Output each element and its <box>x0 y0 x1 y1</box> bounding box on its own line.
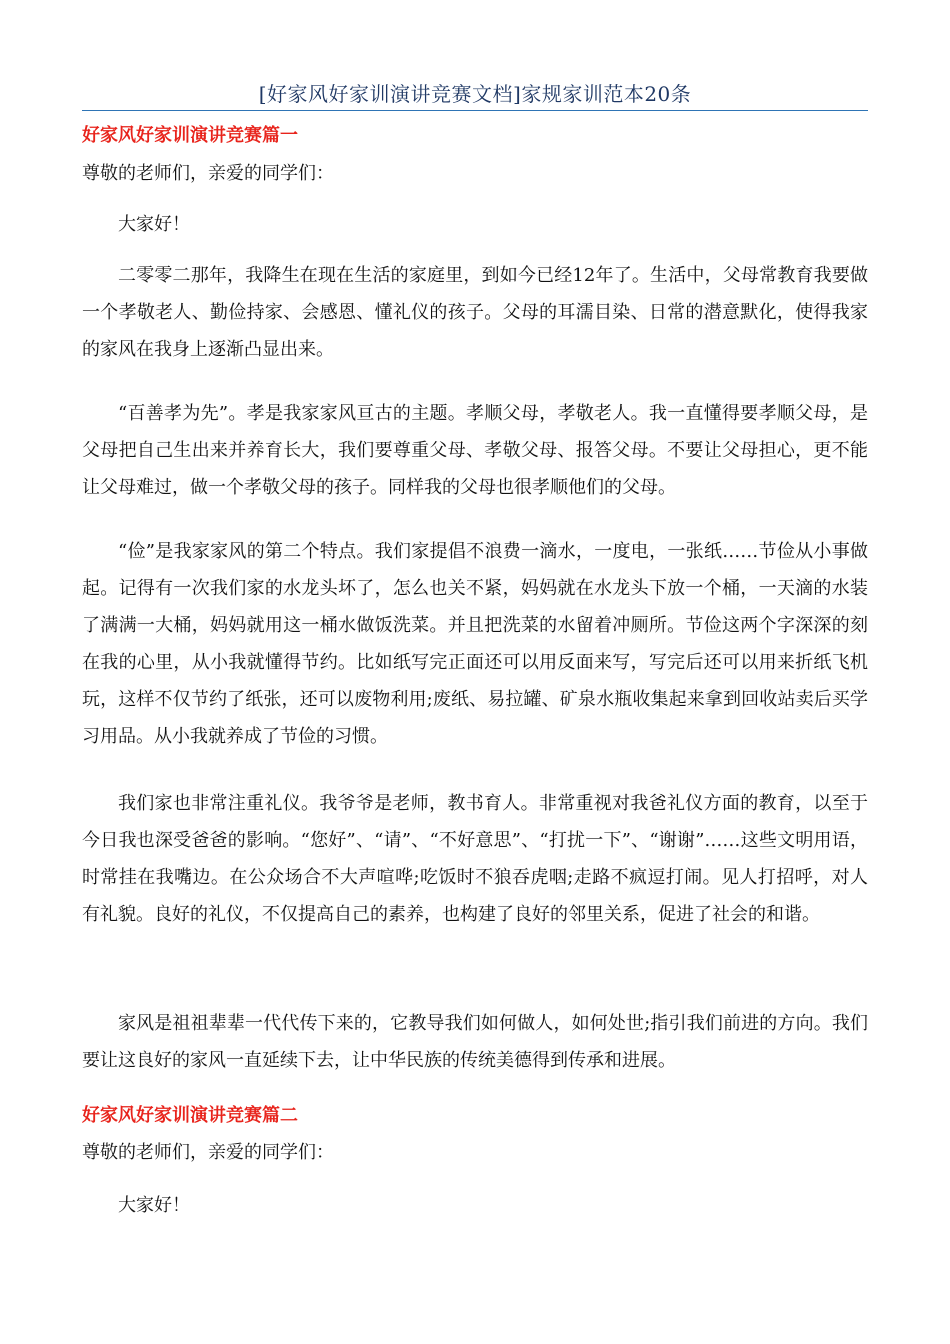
greeting-1: 大家好！ <box>118 214 190 235</box>
greeting-2: 大家好！ <box>118 1195 190 1216</box>
header-divider <box>82 110 868 111</box>
paragraph-3: “俭”是我家家风的第二个特点。我们家提倡不浪费一滴水，一度电，一张纸……节俭从小事做起。记得有一次我们家的水龙头坏了，怎么也关不紧，妈妈就在水龙头下放一个桶，一天滴的水装了满满一大桶，妈妈就用这一桶水做饭洗菜。并且把洗菜的水留着冲厕所。节俭这两个字深深的刻在我的心里，从小我就懂得节约。比如纸写完正面还可以用反面来写，写完后还可以用来折纸飞机玩，这样不仅节约了纸张，还可以废物利用;废纸、易拉罐、矿泉水瓶收集起来拿到回收站卖后买学习用品。从小我就养成了节俭的习惯。 <box>82 541 868 747</box>
paragraph-2: “百善孝为先”。孝是我家家风亘古的主题。孝顺父母，孝敬老人。我一直懂得要孝顺父母，是父母把自己生出来并养育长大，我们要尊重父母、孝敬父母、报答父母。不要让父母担心，更不能让父母难过，做一个孝敬父母的孩子。同样我的父母也很孝顺他们的父母。 <box>82 403 868 498</box>
section-title-1: 好家风好家训演讲竞赛篇一 <box>82 125 298 146</box>
salutation-1: 尊敬的老师们，亲爱的同学们： <box>82 163 334 184</box>
paragraph-1: 二零零二那年，我降生在现在生活的家庭里，到如今已经12年了。生活中，父母常教育我要做一个孝敬老人、勤俭持家、会感恩、懂礼仪的孩子。父母的耳濡目染、日常的潜意默化，使得我家的家风在我身上逐渐凸显出来。 <box>82 265 868 360</box>
paragraph-4: 我们家也非常注重礼仪。我爷爷是老师，教书育人。非常重视对我爸礼仪方面的教育，以至于今日我也深受爸爸的影响。“您好”、“请”、“不好意思”、“打扰一下”、“谢谢”……这些文明用语，时常挂在我嘴边。在公众场合不大声喧哗;吃饭时不狼吞虎咽;走路不疯逗打闹。见人打招呼，对人有礼貌。良好的礼仪，不仅提高自己的素养，也构建了良好的邻里关系，促进了社会的和谐。 <box>82 793 868 925</box>
document-header-title: [好家风好家训演讲竞赛文档]家规家训范本20条 <box>258 82 692 106</box>
salutation-2: 尊敬的老师们，亲爱的同学们： <box>82 1142 334 1163</box>
paragraph-5: 家风是祖祖辈辈一代代传下来的，它教导我们如何做人，如何处世;指引我们前进的方向。我们要让这良好的家风一直延续下去，让中华民族的传统美德得到传承和进展。 <box>82 1013 868 1071</box>
section-title-2: 好家风好家训演讲竞赛篇二 <box>82 1105 298 1126</box>
